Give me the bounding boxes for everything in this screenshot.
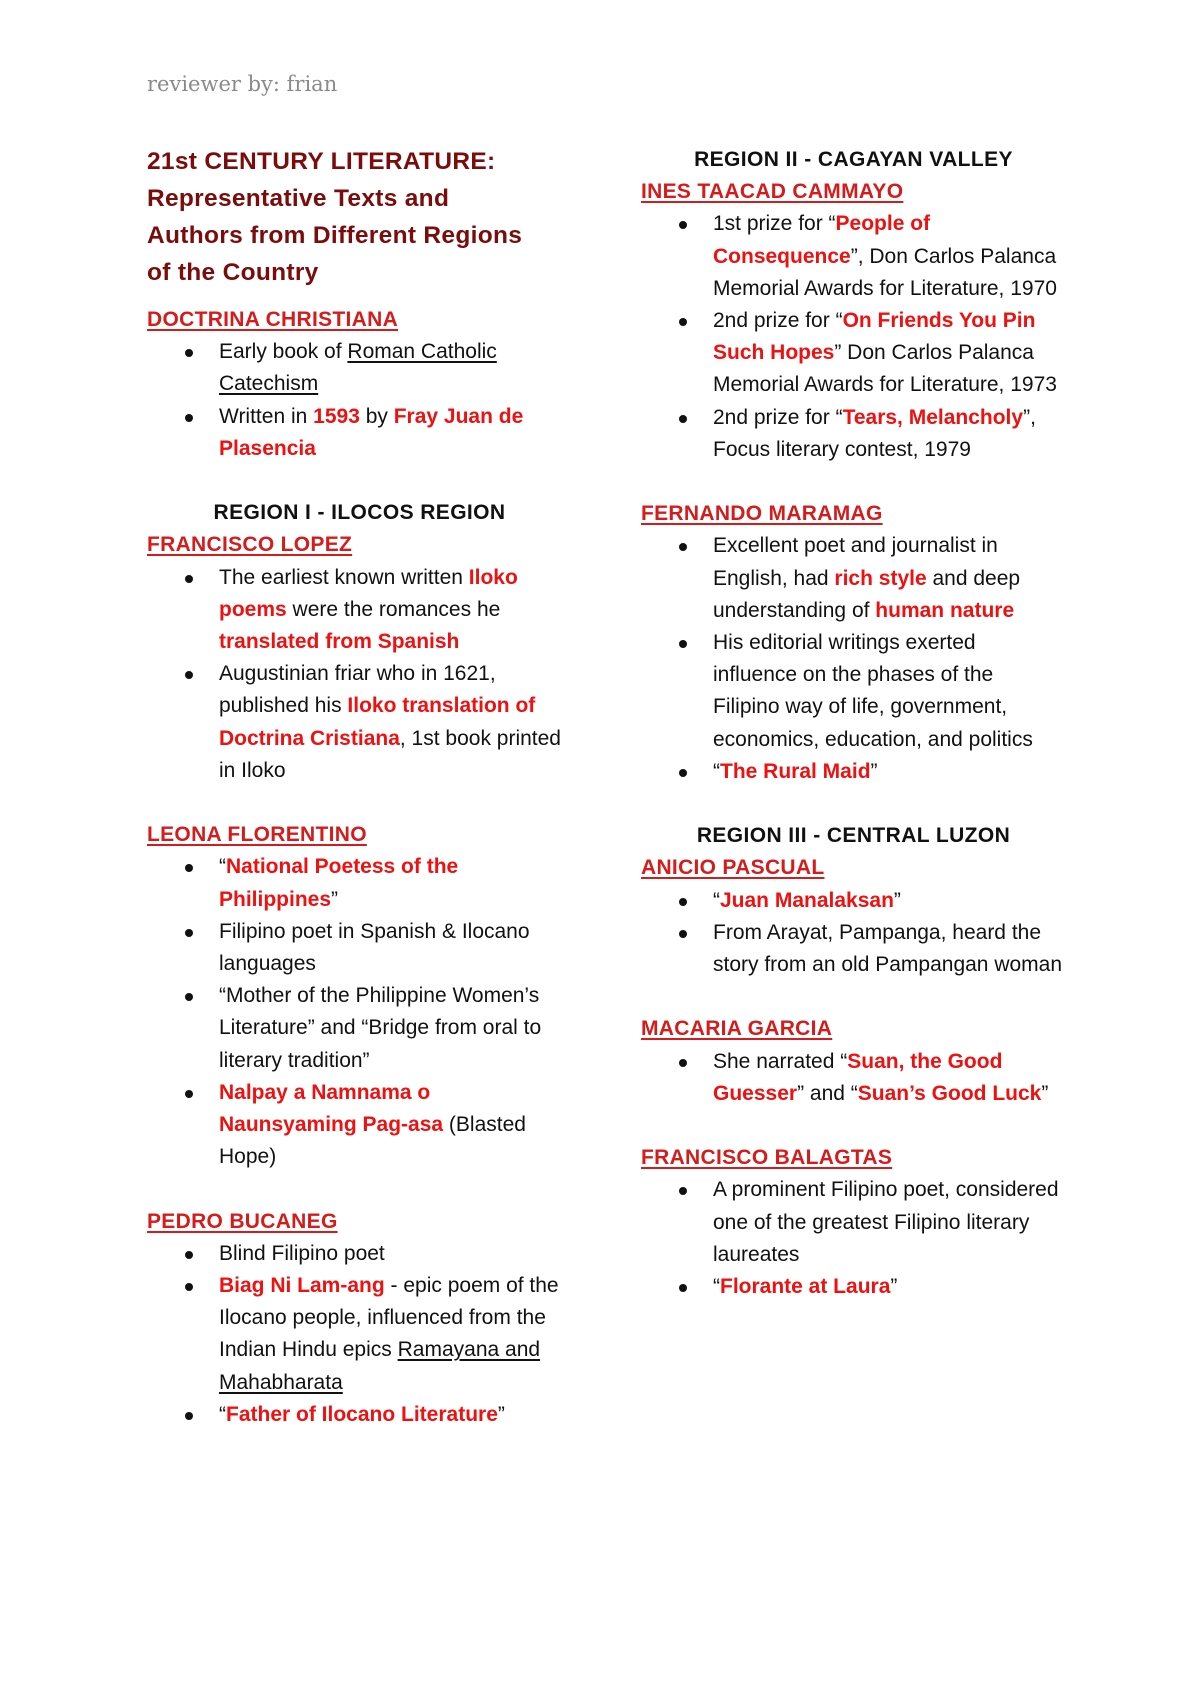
highlighted-text: Fray Juan de Plasencia — [219, 404, 524, 460]
text-segment: The earliest known written — [219, 565, 469, 589]
title-line: of the Country — [147, 259, 319, 286]
underlined-text: Roman Catholic Catechism — [219, 340, 497, 396]
text-segment: ” — [893, 888, 901, 912]
bullet-icon — [679, 769, 687, 777]
list-item — [147, 1270, 571, 1399]
text-segment: ” — [870, 759, 878, 783]
list-item — [641, 1046, 1065, 1110]
reviewer-credit: reviewer by: frian — [147, 72, 338, 96]
text-segment: by — [359, 404, 394, 428]
highlighted-text: Iloko translation of Doctrina Cristiana — [219, 694, 536, 750]
title-line: Authors from Different Regions — [147, 222, 523, 249]
bullet-icon — [185, 414, 193, 422]
list-item — [147, 851, 571, 915]
text-segment: ” and “ — [797, 1081, 858, 1105]
bullet-icon — [679, 543, 687, 551]
bullet-icon — [679, 318, 687, 326]
list-item — [147, 562, 571, 659]
section-heading: ANICIO PASCUAL — [641, 856, 825, 880]
highlighted-text: The Rural Maid — [720, 759, 871, 783]
bullet-icon — [185, 1090, 193, 1098]
bullet-list — [147, 851, 572, 1173]
text-segment: From Arayat, Pampanga, heard the story from an old Pampangan woman — [713, 920, 1063, 977]
list-item — [641, 885, 1065, 917]
document-title — [147, 143, 572, 291]
highlighted-text: People of Consequence — [713, 212, 931, 268]
bullet-list — [147, 336, 572, 465]
list-item — [147, 1077, 571, 1174]
highlighted-text: Nalpay a Namnama o Naunsyaming Pag-asa — [219, 1080, 444, 1137]
section-heading: FRANCISCO BALAGTAS — [641, 1146, 893, 1170]
bullet-icon — [185, 575, 193, 583]
text-segment: and deep understanding of — [713, 566, 1021, 622]
bullet-icon — [679, 640, 687, 648]
text-segment: “ — [219, 855, 226, 879]
highlighted-text: rich style — [834, 566, 927, 590]
bullet-icon — [185, 1251, 193, 1259]
spacer — [147, 1173, 572, 1205]
bullet-icon — [185, 993, 193, 1001]
text-segment: - epic poem of the Ilocano people, influenced from the Indian Hindu epics — [219, 1274, 559, 1362]
region-heading: REGION II - CAGAYAN VALLEY — [694, 148, 1013, 171]
list-item — [641, 1174, 1065, 1271]
bullet-icon — [679, 898, 687, 906]
section-heading: PEDRO BUCANEG — [147, 1209, 338, 1233]
list-item — [641, 627, 1065, 756]
list-item — [147, 916, 571, 980]
spacer — [641, 1110, 1066, 1142]
bullet-icon — [185, 1283, 193, 1291]
list-item — [147, 980, 571, 1077]
bullet-icon — [679, 221, 687, 229]
bullet-icon — [185, 1412, 193, 1420]
bullet-list — [641, 1046, 1066, 1110]
list-item — [641, 917, 1065, 981]
bullet-list — [641, 530, 1066, 788]
section-heading: INES TAACAD CAMMAYO — [641, 180, 904, 204]
bullet-list — [147, 1238, 572, 1431]
right-column-body — [641, 144, 1066, 1303]
list-item — [147, 1399, 571, 1431]
highlighted-text: human nature — [875, 598, 1015, 622]
text-segment: , 1st book printed in Iloko — [219, 726, 561, 782]
bullet-icon — [185, 864, 193, 872]
text-segment: ”, Focus literary contest, 1979 — [713, 405, 1036, 461]
spacer — [641, 981, 1066, 1013]
bullet-icon — [679, 415, 687, 423]
section-heading: MACARIA GARCIA — [641, 1017, 833, 1041]
list-item — [641, 756, 1065, 788]
text-segment: A prominent Filipino poet, considered one of the greatest Filipino literary laureates — [713, 1178, 1059, 1266]
text-segment: (Blasted Hope) — [219, 1113, 526, 1169]
highlighted-text: Suan’s Good Luck — [857, 1081, 1042, 1105]
bullet-list — [147, 562, 572, 787]
highlighted-text: National Poetess of the Philippines — [219, 855, 459, 911]
highlighted-text: On Friends You Pin Such Hopes — [713, 309, 1036, 365]
title-line: 21st CENTURY LITERATURE: — [147, 148, 496, 175]
bullet-list — [641, 885, 1066, 982]
list-item — [147, 401, 571, 465]
bullet-list — [641, 1174, 1066, 1303]
text-segment: ” — [890, 1275, 898, 1299]
highlighted-text: Biag Ni Lam-ang — [219, 1274, 385, 1298]
highlighted-text: Florante at Laura — [720, 1275, 891, 1299]
highlighted-text: Tears, Melancholy — [842, 405, 1024, 429]
text-segment: Augustinian friar who in 1621, published his — [219, 662, 496, 718]
bullet-icon — [679, 930, 687, 938]
region-heading: REGION III - CENTRAL LUZON — [696, 824, 1011, 848]
list-item — [147, 658, 571, 787]
spacer — [147, 787, 572, 819]
section-heading: DOCTRINA CHRISTIANA — [147, 308, 399, 331]
text-segment: Written in — [219, 404, 314, 428]
text-segment: “Mother of the Philippine Women’s Literature” and “Bridge from oral to literary tradition” — [219, 984, 542, 1072]
highlighted-text: Suan, the Good Guesser — [713, 1049, 1003, 1105]
left-column — [147, 143, 572, 1431]
spacer — [641, 788, 1066, 820]
text-segment: 2nd prize for “ — [713, 405, 843, 429]
text-segment: ”, Don Carlos Palanca Memorial Awards for Literature, 1970 — [713, 244, 1057, 300]
text-segment: “ — [713, 759, 720, 783]
highlighted-text: translated from Spanish — [219, 630, 460, 654]
text-segment: 1st prize for “ — [713, 212, 836, 236]
highlighted-text: Father of Ilocano Literature — [226, 1402, 498, 1426]
text-segment: “ — [219, 1402, 226, 1426]
text-segment: ” — [497, 1402, 505, 1426]
list-item — [641, 402, 1065, 466]
bullet-icon — [679, 1187, 687, 1195]
text-segment: “ — [713, 888, 720, 912]
section-heading: LEONA FLORENTINO — [147, 823, 367, 847]
left-column-body — [147, 304, 572, 1431]
list-item — [641, 1271, 1065, 1303]
bullet-icon — [185, 671, 193, 679]
bullet-icon — [679, 1059, 687, 1067]
list-item — [147, 336, 571, 400]
spacer — [147, 465, 572, 497]
list-item — [147, 1238, 571, 1270]
list-item — [641, 305, 1065, 402]
highlighted-text: 1593 — [313, 404, 360, 428]
bullet-icon — [679, 1284, 687, 1292]
highlighted-text: Juan Manalaksan — [720, 888, 894, 912]
spacer — [641, 466, 1066, 498]
text-segment: ” — [1041, 1081, 1049, 1105]
text-segment: 2nd prize for “ — [713, 309, 843, 333]
right-column — [641, 144, 1066, 1303]
list-item — [641, 208, 1065, 305]
text-segment: ” Don Carlos Palanca Memorial Awards for Literature, 1973 — [713, 341, 1057, 397]
region-heading: REGION I - ILOCOS REGION — [213, 501, 506, 525]
highlighted-text: Iloko poems — [219, 565, 518, 621]
bullet-icon — [185, 349, 193, 357]
bullet-list — [641, 208, 1066, 466]
section-heading: FERNANDO MARAMAG — [641, 502, 883, 526]
text-segment: Filipino poet in Spanish & Ilocano languages — [219, 919, 530, 976]
title-line: Representative Texts and — [147, 185, 450, 212]
text-segment: Early book of — [219, 340, 348, 364]
bullet-icon — [185, 929, 193, 937]
underlined-text: Ramayana and Mahabharata — [219, 1338, 541, 1394]
list-item — [641, 530, 1065, 627]
text-segment: Excellent poet and journalist in English, had — [713, 534, 998, 590]
text-segment: “ — [713, 1275, 720, 1299]
section-heading: FRANCISCO LOPEZ — [147, 533, 353, 557]
text-segment: His editorial writings exerted influence on the phases of the Filipino way of life, government, economics, education, and politics — [713, 631, 1033, 751]
text-segment: Blind Filipino poet — [219, 1241, 385, 1265]
text-segment: She narrated “ — [713, 1049, 848, 1073]
text-segment: were the romances he — [286, 597, 501, 621]
text-segment: ” — [331, 887, 339, 911]
